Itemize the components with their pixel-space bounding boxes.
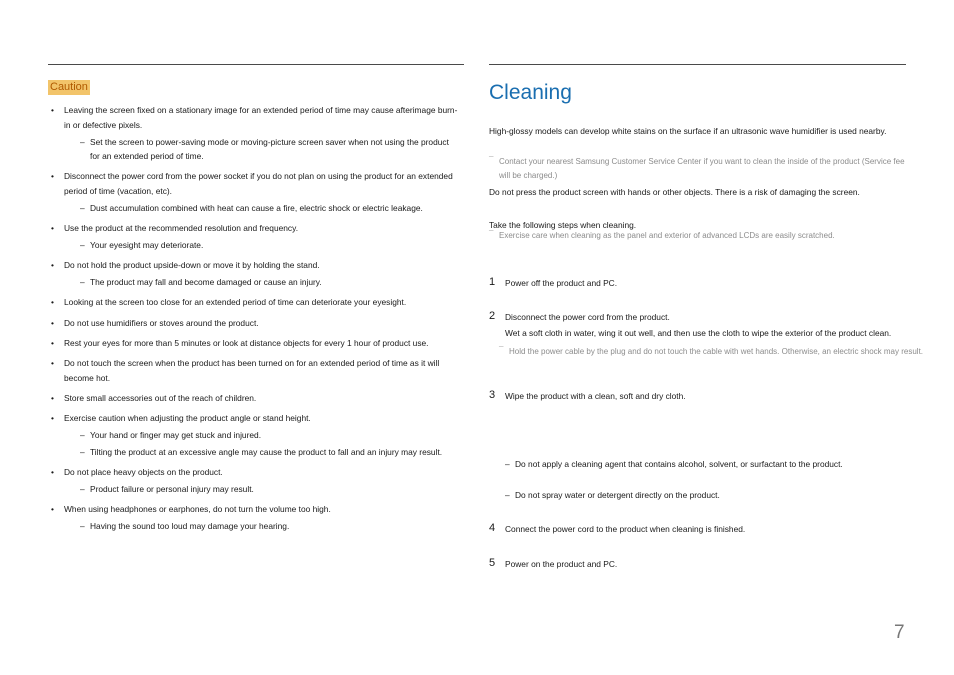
- steps-intro: Take the following steps when cleaning.: [489, 220, 637, 230]
- step-3-sub-2: – Do not spray water or detergent directly on the product.: [489, 488, 931, 503]
- caution-item-text: • Rest your eyes for more than 5 minutes or look at distance objects for every 1 hour of product use.: [64, 337, 429, 348]
- step-3: [489, 389, 921, 404]
- step-number: 1: [489, 275, 496, 288]
- caution-item: [48, 336, 458, 351]
- caution-subitem: – Tilting the product at an excessive angle may cause the product to fall and an injury may result.: [64, 445, 458, 460]
- caution-item-text: • Use the product at the recommended resolution and frequency.: [64, 223, 299, 234]
- step-text: Disconnect the power cord from the product.: [505, 312, 670, 323]
- step-text: Power on the product and PC.: [505, 558, 618, 569]
- section-title: Cleaning: [489, 81, 572, 104]
- intro-paragraph: High-glossy models can develop white stains on the surface if an ultrasonic wave humidifier is used nearby.: [489, 126, 887, 136]
- step-3-sub-1: – Do not apply a cleaning agent that contains alcohol, solvent, or surfactant to the product.: [489, 457, 931, 472]
- caution-item: [48, 465, 458, 497]
- caution-item-text: • Do not use humidifiers or stoves around the product.: [64, 317, 259, 328]
- step-4: [489, 522, 921, 537]
- service-note: ¯ Contact your nearest Samsung Customer Service Center if you want to clean the inside of the product (Service fee will be charged.): [489, 155, 915, 182]
- caution-item-text: • Disconnect the power cord from the power socket if you do not plan on using the product for an extended period of time (vacation, etc).: [64, 171, 453, 196]
- step-1: [489, 276, 921, 291]
- caution-item: [48, 221, 458, 253]
- caution-item-text: • When using headphones or earphones, do not turn the volume too high.: [64, 504, 331, 515]
- cleaning-column: [489, 0, 924, 569]
- caution-item-text: • Leaving the screen fixed on a stationary image for an extended period of time may cause afterimage burn-in or defective pixels.: [64, 105, 458, 130]
- caution-item-text: • Exercise caution when adjusting the product angle or stand height.: [64, 413, 311, 423]
- scratch-note: ¯ Exercise care when cleaning as the panel and exterior of advanced LCDs are easily scratched.: [489, 229, 915, 243]
- caution-label: Caution: [50, 81, 88, 93]
- step-number: 2: [489, 310, 496, 323]
- cable-note: ¯ Hold the power cable by the plug and do not touch the cable with wet hands. Otherwise, an electric shock may result.: [489, 345, 925, 359]
- screen-warning: Do not press the product screen with hands or other objects. There is a risk of damaging the screen.: [489, 187, 860, 197]
- caution-item-text: • Looking at the screen too close for an extended period of time can deteriorate your eyesight.: [64, 297, 407, 308]
- caution-item: [48, 316, 458, 331]
- caution-subitem: – Your eyesight may deteriorate.: [64, 238, 458, 253]
- page-number: 7: [894, 622, 905, 643]
- caution-item: [48, 169, 458, 215]
- caution-item: [48, 295, 458, 310]
- step-2: [489, 310, 921, 325]
- step-number: 4: [489, 521, 496, 534]
- caution-item: [48, 391, 458, 406]
- caution-item-text: • Do not place heavy objects on the product.: [64, 467, 223, 478]
- step-text: Wipe the product with a clean, soft and dry cloth.: [505, 391, 686, 402]
- step-text: Connect the power cord to the product when cleaning is finished.: [505, 523, 746, 534]
- step-number: 3: [489, 389, 496, 402]
- caution-item-text: • Do not hold the product upside-down or move it by holding the stand.: [64, 260, 320, 271]
- caution-item: [48, 502, 458, 534]
- caution-item: [48, 356, 458, 385]
- caution-subitem: – Having the sound too loud may damage your hearing.: [64, 519, 458, 534]
- caution-item-text: • Do not touch the screen when the product has been turned on for an extended period of time as it will become hot.: [64, 358, 440, 383]
- header-rule-left: [48, 64, 464, 65]
- caution-item: [48, 103, 458, 164]
- caution-item: [48, 411, 458, 460]
- step-3-detail: Wet a soft cloth in water, wing it out well, and then use the cloth to wipe the exterior of the product clean.: [505, 328, 892, 338]
- caution-subitem: – Set the screen to power-saving mode or moving-picture screen saver when not using the product for an extended period of time.: [64, 135, 458, 164]
- caution-item: [48, 258, 458, 290]
- caution-list: [48, 103, 458, 540]
- caution-subitem: – Dust accumulation combined with heat can cause a fire, electric shock or electric leakage.: [64, 201, 458, 216]
- step-5: [489, 557, 921, 572]
- step-text: Power off the product and PC.: [505, 277, 618, 288]
- caution-subitem: – The product may fall and become damaged or cause an injury.: [64, 275, 458, 290]
- caution-subitem: – Your hand or finger may get stuck and injured.: [64, 428, 458, 443]
- step-number: 5: [489, 556, 496, 569]
- caution-item-text: • Store small accessories out of the reach of children.: [64, 392, 257, 403]
- caution-subitem: – Product failure or personal injury may result.: [64, 482, 458, 497]
